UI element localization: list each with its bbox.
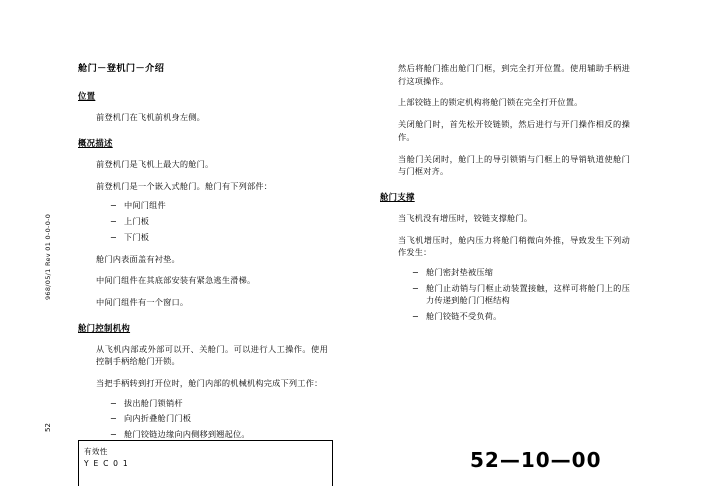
list-item	[412, 310, 630, 323]
dash-icon: −	[412, 282, 420, 293]
side-revision-code: 968/05/1 Rev 01 0-0-0-0	[44, 213, 52, 300]
list-item	[110, 199, 328, 212]
dash-icon: −	[412, 267, 420, 278]
list-item-label: 舱门密封垫被压缩	[426, 267, 494, 278]
dash-icon: −	[110, 429, 118, 440]
paragraph: 中间门组件在其底部安装有紧急逃生滑梯。	[96, 275, 256, 286]
paragraph: 从飞机内部或外部可以开、关舱门。可以进行人工操作。使用控制手柄给舱门开锁。	[96, 343, 328, 367]
list-item	[110, 215, 328, 228]
list-item-label: 拔出舱门锁销杆	[124, 397, 183, 408]
effectivity-label: 有效性	[84, 447, 108, 456]
dash-icon: −	[412, 311, 420, 322]
paragraph: 舱门内表面盖有衬垫。	[96, 253, 180, 264]
door-action-list	[78, 397, 328, 441]
list-item	[110, 397, 328, 410]
paragraph: 中间门组件有一个窗口。	[96, 296, 189, 307]
paragraph: 前登机门是飞机上最大的舱门。	[96, 158, 214, 169]
paragraph: 前登机门是一个嵌入式舱门。舱门有下列部件：	[96, 180, 273, 191]
page-title: 舱门－登机门－介绍	[78, 63, 165, 74]
list-item	[110, 428, 328, 441]
paragraph: 然后将舱门推出舱门门框，到完全打开位置。使用辅助手柄进行这项操作。	[398, 63, 630, 86]
list-item-label: 中间门组件	[124, 200, 166, 211]
list-item-label: 向内折叠舱门门板	[124, 413, 192, 424]
dash-icon: −	[110, 397, 118, 408]
paragraph: 前登机门在飞机前机身左侧。	[96, 112, 206, 123]
list-item	[110, 412, 328, 425]
list-item-label: 上门板	[124, 216, 150, 227]
list-item	[412, 282, 630, 307]
section-heading-door-control-mechanism: 舱门控制机构	[78, 322, 131, 333]
paragraph: 关闭舱门时，首先松开铰链锁，然后进行与开门操作相反的操作。	[398, 119, 630, 142]
effectivity-value: Y E C 0 1	[84, 459, 129, 468]
list-item	[412, 266, 630, 279]
dash-icon: −	[110, 200, 118, 211]
paragraph: 当飞机没有增压时，铰链支撑舱门。	[398, 212, 533, 223]
list-item-label: 舱门铰链不受负荷。	[426, 311, 502, 322]
dash-icon: −	[110, 231, 118, 242]
section-heading-general-description: 概况描述	[78, 137, 113, 148]
list-item	[110, 231, 328, 244]
right-column	[380, 62, 630, 332]
list-item-label: 下门板	[124, 231, 150, 242]
component-list	[78, 199, 328, 243]
side-page-number: 52	[44, 423, 52, 432]
left-column	[78, 62, 328, 450]
paragraph: 当把手柄转到打开位时，舱门内部的机械机构完成下列工作：	[96, 378, 323, 389]
section-heading-door-support: 舱门支撑	[380, 191, 415, 202]
list-item-label: 舱门铰链边缘向内侧移到翘起位。	[124, 429, 250, 440]
paragraph: 当舱门关闭时，舱门上的导引锁销与门框上的导销轨道使舱门与门框对齐。	[398, 153, 630, 177]
pressurization-effect-list	[380, 266, 630, 323]
dash-icon: −	[110, 216, 118, 227]
list-item-label: 舱门止动销与门框止动装置接触，这样可将舱门上的压力传递到舱门门框结构	[426, 282, 630, 306]
paragraph: 当飞机增压时，舱内压力将舱门稍微向外推，导致发生下列动作发生：	[398, 234, 630, 258]
document-number: 52—10—00	[470, 448, 602, 472]
dash-icon: −	[110, 413, 118, 424]
section-heading-location: 位置	[78, 91, 96, 102]
paragraph: 上部铰链上的锁定机构将舱门锁在完全打开位置。	[398, 97, 583, 108]
